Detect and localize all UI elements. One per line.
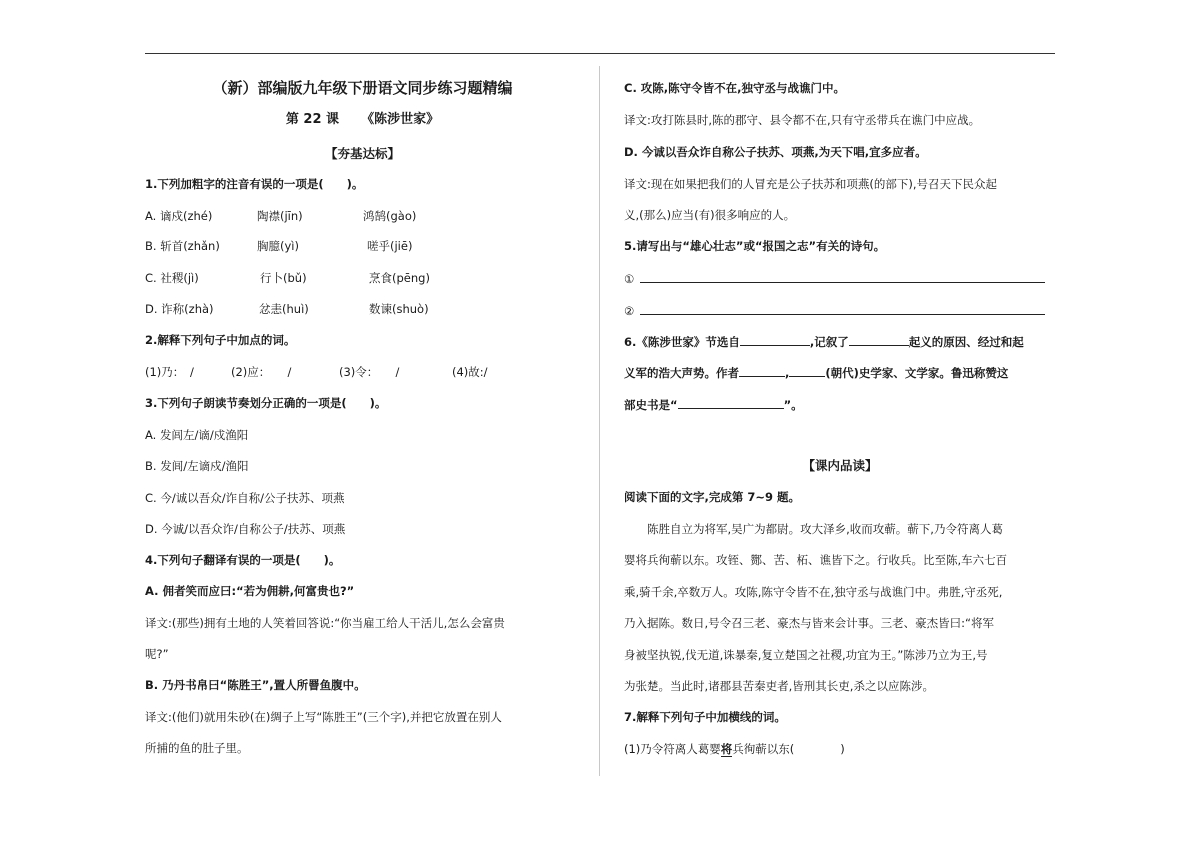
- passage-line-3: 乘,骑千余,卒数万人。攻陈,陈守令皆不在,独守丞与战谯门中。弗胜,守丞死,: [624, 585, 1003, 599]
- passage-line-2: 婴将兵徇蕲以东。攻铚、酂、苦、柘、谯皆下之。行收兵。比至陈,车六七百: [624, 553, 1008, 567]
- q3-option-a: A. 发闾左/谪/戍渔阳: [145, 428, 249, 442]
- q6-blank-praise[interactable]: [678, 396, 784, 409]
- passage-line-6: 为张楚。当此时,诸郡县苦秦吏者,皆刑其长吏,杀之以应陈涉。: [624, 679, 934, 693]
- question-1-stem: 1.下列加粗字的注音有误的一项是( )。: [145, 177, 364, 191]
- section-heading-basic: 【夯基达标】: [324, 146, 400, 161]
- q7-underlined-word: 将: [720, 742, 733, 756]
- section-heading-reading: 【课内品读】: [802, 458, 878, 473]
- question-2-stem: 2.解释下列句子中加点的词。: [145, 333, 296, 347]
- q4-option-d: D. 今诚以吾众诈自称公子扶苏、项燕,为天下唱,宜多应者。: [624, 145, 927, 159]
- q4-option-d-translation: 译文:现在如果把我们的人冒充是公子扶苏和项燕(的部下),号召天下民众起: [624, 177, 997, 191]
- lesson-name: 《陈涉世家》: [361, 112, 440, 127]
- passage-line-4: 乃入据陈。数日,号令召三老、豪杰与皆来会计事。三老、豪杰皆曰:“将军: [624, 616, 994, 630]
- passage-line-1: 陈胜自立为将军,吴广为都尉。攻大泽乡,收而攻蕲。蕲下,乃令符离人葛: [624, 522, 1003, 536]
- q4-option-a: A. 佣者笑而应曰:“若为佣耕,何富贵也?”: [145, 584, 355, 598]
- q5-answer-line-2[interactable]: ②: [624, 302, 1045, 319]
- lesson-heading: [145, 112, 580, 128]
- q4-option-a-translation: 译文:(那些)拥有土地的人笑着回答说:“你当雇工给人干活儿,怎么会富贵: [145, 616, 505, 630]
- q6-blank-author[interactable]: [739, 364, 785, 377]
- page-title: （新）部编版九年级下册语文同步练习题精编: [212, 79, 513, 97]
- question-6-line-2: 义军的浩大声势。作者 , (朝代)史学家、文学家。鲁迅称赞这: [624, 366, 1009, 380]
- question-3-stem: 3.下列句子朗读节奏划分正确的一项是( )。: [145, 396, 387, 410]
- question-4-stem: 4.下列句子翻译有误的一项是( )。: [145, 553, 341, 567]
- q6-blank-dynasty[interactable]: [789, 364, 825, 377]
- top-rule: [145, 53, 1055, 54]
- q4-option-b: B. 乃丹书帛曰“陈胜王”,置人所罾鱼腹中。: [145, 678, 366, 692]
- question-6-line-3: 部史书是“ ”。: [624, 398, 803, 412]
- q4-option-b-translation-cont: 所捕的鱼的肚子里。: [145, 741, 249, 755]
- q4-option-c-translation: 译文:攻打陈县时,陈的郡守、县令都不在,只有守丞带兵在谯门中应战。: [624, 113, 981, 127]
- question-6-line-1: 6.《陈涉世家》节选自 ,记叙了 起义的原因、经过和起: [624, 335, 1024, 349]
- question-5-stem: 5.请写出与“雄心壮志”或“报国之志”有关的诗句。: [624, 239, 886, 253]
- q4-option-c: C. 攻陈,陈守令皆不在,独守丞与战谯门中。: [624, 81, 846, 95]
- q7-item-1: (1)乃令符离人葛婴将兵徇蕲以东( ): [624, 742, 845, 756]
- reading-instructions: 阅读下面的文字,完成第 7~9 题。: [624, 490, 801, 504]
- passage-line-5: 身被坚执锐,伐无道,诛暴秦,复立楚国之社稷,功宜为王。”陈涉乃立为王,号: [624, 648, 988, 662]
- q3-option-b: B. 发闾/左谪戍/渔阳: [145, 459, 249, 473]
- q6-blank-uprising[interactable]: [849, 333, 909, 346]
- column-divider: [599, 66, 600, 776]
- q4-option-b-translation: 译文:(他们)就用朱砂(在)绸子上写“陈胜王”(三个字),并把它放置在别人: [145, 710, 502, 724]
- question-7-stem: 7.解释下列句子中加横线的词。: [624, 710, 786, 724]
- q6-blank-source[interactable]: [740, 333, 810, 346]
- lesson-number: 第 22 课: [285, 112, 340, 127]
- q4-option-d-translation-cont: 义,(那么)应当(有)很多响应的人。: [624, 208, 796, 222]
- q5-answer-line-1[interactable]: ①: [624, 270, 1045, 287]
- q4-option-a-translation-cont: 呢?”: [145, 647, 169, 661]
- q3-option-d: D. 今诚/以吾众诈/自称公子/扶苏、项燕: [145, 522, 346, 536]
- q3-option-c: C. 今/诚以吾众/诈自称/公子扶苏、项燕: [145, 491, 345, 505]
